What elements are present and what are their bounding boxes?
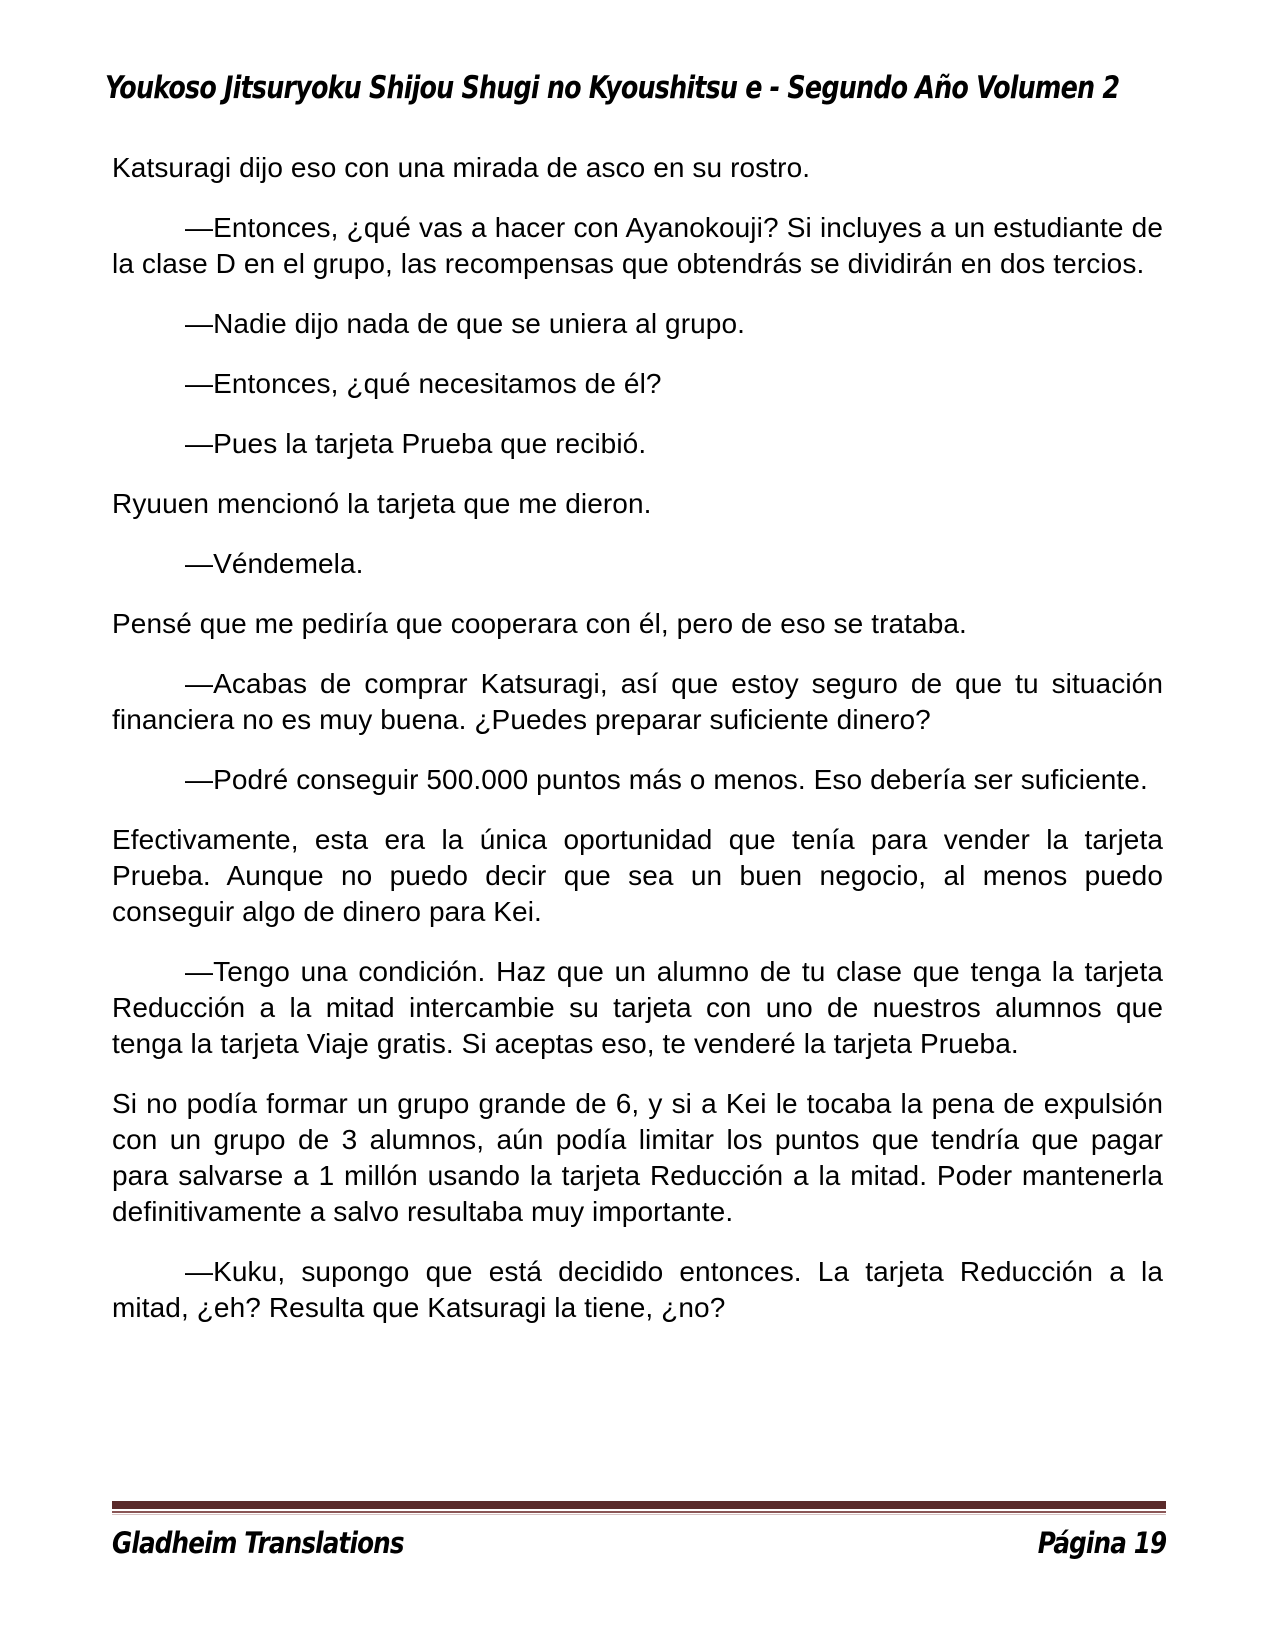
paragraph: Efectivamente, esta era la única oportunidad que tenía para vender la tarjeta Prueba. Aunque no puedo decir que sea un buen negocio, al menos puedo conseguir algo de dinero para Kei.	[112, 824, 1163, 927]
footer-translator-credit: Gladheim Translations	[112, 1526, 404, 1560]
paragraph: —Véndemela.	[185, 548, 364, 579]
paragraph: —Kuku, supongo que está decidido entonces. La tarjeta Reducción a la mitad, ¿eh? Resulta que Katsuragi la tiene, ¿no?	[112, 1256, 1163, 1323]
footer-rule-thin	[112, 1511, 1166, 1513]
paragraph: Si no podía formar un grupo grande de 6, y si a Kei le tocaba la pena de expulsión con un grupo de 3 alumnos, aún podía limitar los puntos que tendría que pagar para salvarse a 1 millón usando la tarjeta Reducción a la mitad. Poder mantenerla definitivamente a salvo resultaba muy importante.	[112, 1088, 1163, 1227]
paragraph: —Entonces, ¿qué necesitamos de él?	[185, 368, 662, 399]
paragraph: Pensé que me pediría que cooperara con él, pero de eso se trataba.	[112, 608, 967, 639]
footer-rule-pale	[112, 1514, 1166, 1515]
footer-rule-thick	[112, 1501, 1166, 1509]
footer-page-number: Página 19	[1037, 1526, 1166, 1560]
page-header-title: Youkoso Jitsuryoku Shijou Shugi no Kyoushitsu e - Segundo Año Volumen 2	[105, 70, 1120, 106]
paragraph: —Pues la tarjeta Prueba que recibió.	[185, 428, 647, 459]
paragraph: —Acabas de comprar Katsuragi, así que estoy seguro de que tu situación financiera no es muy buena. ¿Puedes preparar suficiente dinero?	[112, 668, 1163, 735]
paragraph: Katsuragi dijo eso con una mirada de asco en su rostro.	[112, 152, 811, 183]
page-footer	[112, 1501, 1166, 1560]
paragraph: Ryuuen mencionó la tarjeta que me dieron.	[112, 488, 652, 519]
paragraph: —Nadie dijo nada de que se uniera al grupo.	[185, 308, 746, 339]
paragraph: —Podré conseguir 500.000 puntos más o menos. Eso debería ser suficiente.	[185, 764, 1148, 795]
paragraph: —Entonces, ¿qué vas a hacer con Ayanokouji? Si incluyes a un estudiante de la clase D en el grupo, las recompensas que obtendrás se dividirán en dos tercios.	[112, 212, 1163, 279]
body-text	[112, 150, 1163, 1350]
paragraph: —Tengo una condición. Haz que un alumno de tu clase que tenga la tarjeta Reducción a la mitad intercambie su tarjeta con uno de nuestros alumnos que tenga la tarjeta Viaje gratis. Si aceptas eso, te venderé la tarjeta Prueba.	[112, 956, 1163, 1059]
